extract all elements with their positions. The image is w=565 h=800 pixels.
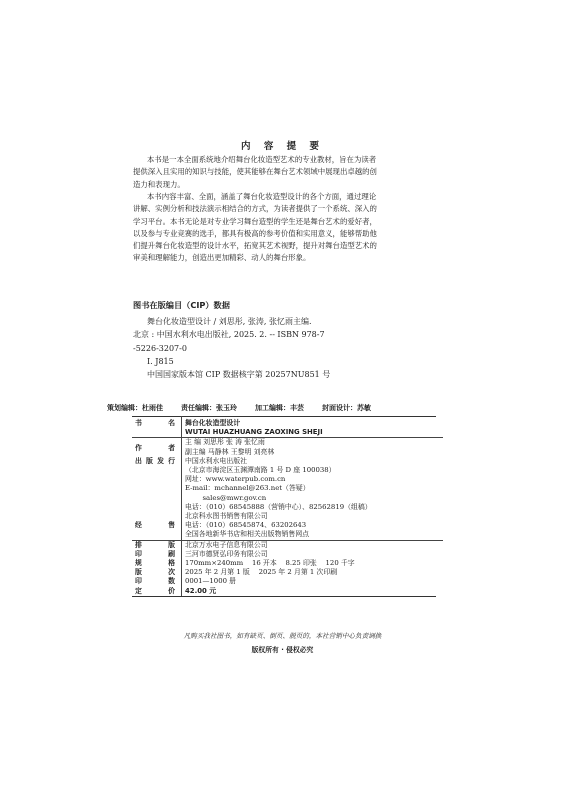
summary-line: 本书内容丰富、全面，涵盖了舞台化妆造型设计的各个方面，通过理论: [147, 192, 377, 201]
cip-line: 舞台化妆造型设计 / 刘思彤, 张涛, 张忆雨主编.: [147, 317, 312, 326]
table-row: [132, 568, 443, 577]
summary-paragraph-2: [133, 191, 433, 265]
publisher-line: （北京市海淀区玉渊潭南路 1 号 D 座 100038）: [185, 466, 336, 475]
table-row: [132, 540, 443, 550]
cip-line: Ⅰ. J815: [147, 356, 174, 366]
typeset: 北京万水电子信息有限公司: [182, 540, 444, 550]
authors: [182, 438, 444, 457]
price-label: 定 价: [132, 587, 182, 596]
table-row: [132, 559, 443, 568]
price: 42.00 元: [185, 586, 217, 595]
planning-editor: 策划编辑：杜雨佳: [107, 404, 163, 412]
book-name-label: 书 名: [132, 416, 182, 438]
sales: [182, 512, 444, 540]
publisher-line: E-mail：mchannel@263.net（答疑）: [185, 484, 310, 493]
editor-credits: [107, 403, 467, 413]
summary-line: 以及参与专业竞赛的选手，都具有极高的参考价值和实用意义，能够帮助他: [133, 228, 377, 238]
edition-label: 版 次: [132, 568, 182, 577]
table-row: [132, 587, 443, 596]
cip-record: [133, 315, 330, 381]
table-row: [132, 416, 443, 438]
sales-line: 电话：（010）68545874、63202643: [185, 521, 307, 530]
summary-line: 造力和表现力。: [133, 179, 185, 189]
spec: 170mm×240mm 16 开本 8.25 印张 120 千字: [185, 559, 355, 568]
publisher-line: sales@mwr.gov.cn: [185, 493, 267, 502]
copyright-notice: 版权所有 · 侵权必究: [251, 646, 314, 654]
cover-designer: 封面设计：苏敏: [322, 404, 371, 412]
copyright-info-table: [132, 416, 443, 596]
sales-line: 北京科水图书销售有限公司: [185, 512, 268, 521]
sales-line: 全国各地新华书店和相关出版物销售网点: [185, 530, 310, 539]
cip-line: -5226-3207-0: [133, 343, 187, 353]
sales-label: 经 售: [132, 512, 182, 540]
publisher-line: 网址：www.waterpub.com.cn: [185, 475, 286, 484]
spec-label: 规 格: [132, 559, 182, 568]
processing-editor: 加工编辑：丰芸: [255, 404, 304, 412]
table-row: [132, 457, 443, 512]
author-label: 作 者: [132, 438, 182, 457]
edition: 2025 年 2 月第 1 版 2025 年 2 月第 1 次印刷: [185, 568, 338, 577]
cip-line: 中国国家版本馆 CIP 数据核字第 20257NU851 号: [147, 370, 331, 380]
publisher-line: 电话：（010）68545888（营销中心）、82562819（组稿）: [185, 502, 372, 511]
printer: 三河市德贤弘印务有限公司: [185, 549, 268, 558]
book-name: [182, 416, 444, 438]
book-name-pinyin: WUTAI HUAZHUANG ZAOXING SHEJI: [185, 428, 323, 437]
summary-line: 审美和理解能力，创造出更加精彩、动人的舞台形象。: [133, 253, 311, 263]
copies-label: 印 数: [132, 577, 182, 586]
table-row: [132, 438, 443, 457]
publisher-line: 中国水利水电出版社: [185, 456, 248, 465]
summary-paragraph-1: [133, 154, 433, 191]
author-line: 副主编 马静林 王黎明 刘亮林: [185, 447, 275, 456]
summary-line: 们提升舞台化妆造型的设计水平，拓宽其艺术视野，提升对舞台造型艺术的: [133, 241, 377, 251]
summary-title: 内 容 提 要: [241, 141, 324, 152]
cip-title: 图书在版编目（CIP）数据: [133, 300, 230, 310]
table-row: [132, 550, 443, 559]
replacement-notice: 凡购买我社图书，如有缺页、倒页、脱页的，本社营销中心负责调换: [183, 632, 382, 640]
publisher: [182, 457, 444, 512]
summary-line: 本书是一本全面系统地介绍舞台化妆造型艺术的专业教材，旨在为读者: [147, 155, 377, 164]
summary-line: 提供深入且实用的知识与技能，使其能够在舞台艺术领域中展现出卓越的创: [133, 167, 377, 177]
print-label: 印 刷: [132, 550, 182, 559]
copies: 0001—1000 册: [185, 577, 237, 586]
table-row: [132, 512, 443, 540]
table-bottom-border: [132, 596, 436, 597]
table-row: [132, 577, 443, 586]
publisher-label: 出版发行: [132, 457, 182, 512]
author-line: 主 编 刘思彤 张 涛 张忆雨: [185, 438, 265, 447]
responsible-editor: 责任编辑：张玉玲: [181, 404, 237, 412]
summary-line: 学习平台。本书无论是对专业学习舞台造型的学生还是舞台艺术的爱好者，: [133, 216, 377, 226]
summary-line: 讲解、实例分析和技法演示相结合的方式，为读者提供了一个系统、深入的: [133, 204, 377, 214]
typeset-label: 排 版: [132, 540, 182, 550]
book-name-cn: 舞台化妆造型设计: [185, 419, 241, 427]
cip-line: 北京 : 中国水利水电出版社, 2025. 2. -- ISBN 978-7: [133, 330, 325, 340]
